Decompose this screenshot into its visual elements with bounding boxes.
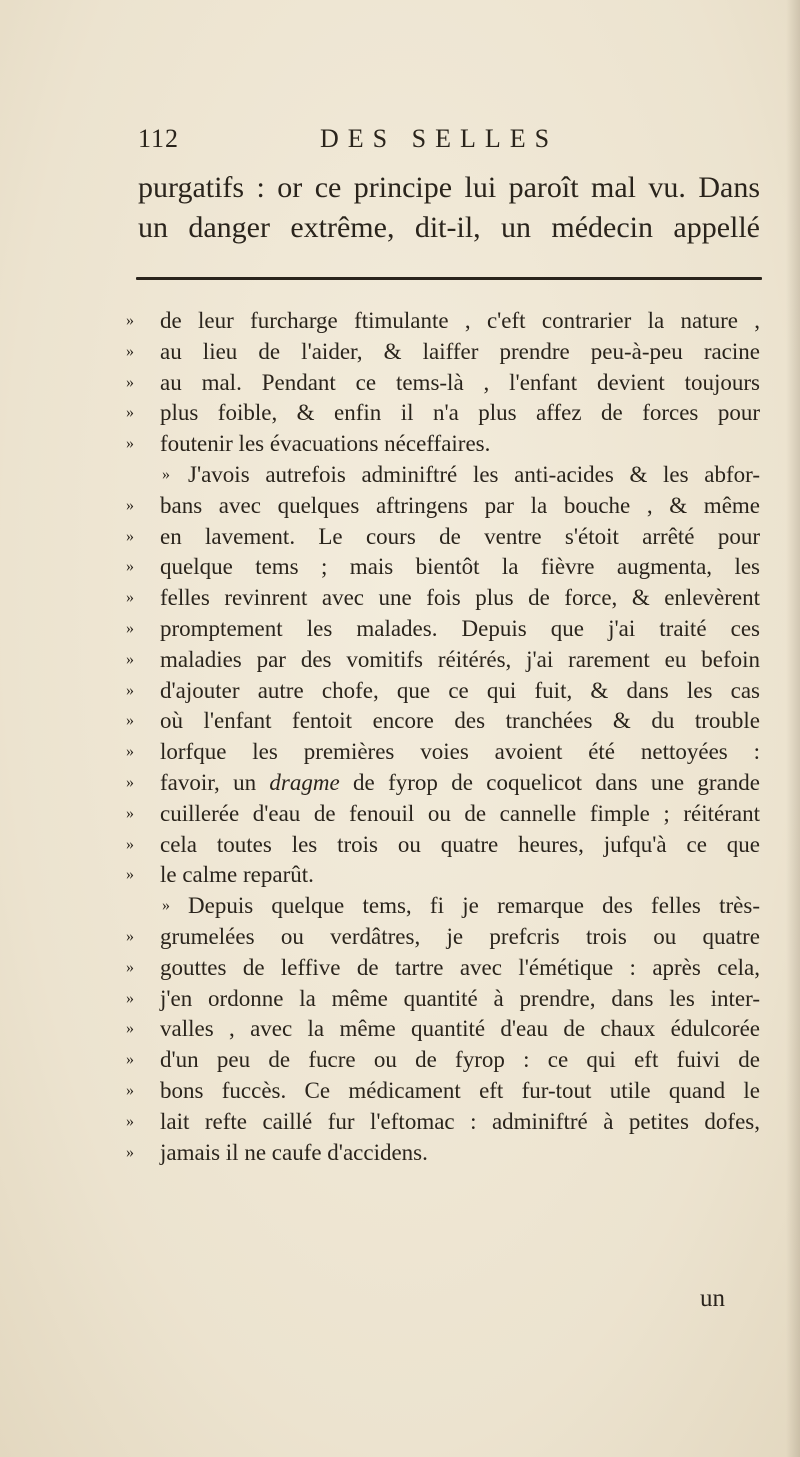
- text-line: [126, 1014, 766, 1045]
- quotation-mark: »: [126, 743, 134, 761]
- quotation-mark: »: [126, 373, 134, 391]
- quotation-mark: »: [126, 958, 134, 976]
- line-text: [160, 768, 760, 799]
- text-line: [126, 429, 766, 460]
- line-text: cuillerée d'eau de fenouil ou de cannelle fimple ; réitérant: [160, 800, 760, 826]
- quotation-mark: »: [126, 866, 134, 884]
- line-text: promptement les malades. Depuis que j'ai traité ces: [160, 615, 760, 641]
- text-line: [126, 645, 766, 676]
- text-line: [126, 768, 766, 799]
- text-line: [126, 737, 766, 768]
- line-text: d'ajouter autre chofe, que ce qui fuit, & dans les cas: [160, 677, 760, 703]
- line-text: lorfque les premières voies avoient été nettoyées :: [160, 739, 760, 765]
- line-text: plus foible, & enfin il n'a plus affez de forces pour: [160, 400, 760, 426]
- section-rule: [136, 277, 762, 280]
- text-line: [126, 306, 766, 337]
- line-text: lait refte caillé fur l'eftomac : adminiftré à petites dofes,: [160, 1108, 760, 1134]
- line-text: Depuis quelque tems, fi je remarque des felles très-: [188, 893, 760, 919]
- text-line: [126, 984, 766, 1015]
- line-text: le calme reparût.: [160, 862, 314, 888]
- text-line: [126, 337, 766, 368]
- intro-text: [138, 168, 760, 248]
- text-line: [126, 891, 766, 922]
- text-line: [126, 522, 766, 553]
- text-line: [126, 1076, 766, 1107]
- line-text: quelque tems ; mais bientôt la fièvre augmenta, les: [160, 554, 760, 580]
- line-text: foutenir les évacuations néceffaires.: [160, 431, 491, 457]
- line-text: bans avec quelques aftringens par la bouche , & même: [160, 492, 760, 518]
- text-line: [126, 552, 766, 583]
- text-line: [126, 368, 766, 399]
- quotation-mark: »: [126, 1081, 134, 1099]
- quotation-mark: »: [126, 619, 134, 637]
- intro-line: purgatifs : or ce principe lui paroît mal vu. Dans: [138, 171, 760, 204]
- text-line: [126, 398, 766, 429]
- line-text-part: favoir, un: [160, 769, 270, 795]
- quotation-mark: »: [126, 650, 134, 668]
- line-text: grumelées ou verdâtres, je prefcris trois ou quatre: [160, 923, 760, 949]
- quotation-mark: »: [126, 496, 134, 514]
- text-line: [126, 860, 766, 891]
- quotation-mark: »: [126, 342, 134, 360]
- text-line: [126, 460, 766, 491]
- line-text: j'en ordonne la même quantité à prendre, dans les inter-: [160, 985, 760, 1011]
- quotation-mark: »: [126, 589, 134, 607]
- text-line: [126, 1138, 766, 1169]
- line-text: felles revinrent avec une fois plus de force, & enlevèrent: [160, 585, 760, 611]
- line-text: de leur furcharge ftimulante , c'eft contrarier la nature ,: [160, 308, 760, 333]
- page-number: 112: [138, 124, 180, 153]
- line-text: d'un peu de fucre ou de fyrop : ce qui eft fuivi de: [160, 1047, 760, 1073]
- text-line: [126, 676, 766, 707]
- quotation-mark: »: [126, 404, 134, 422]
- line-text-part: de fyrop de coquelicot dans une grande: [339, 769, 760, 795]
- text-line: [126, 491, 766, 522]
- quotation-mark: »: [126, 773, 134, 791]
- text-line: [126, 830, 766, 861]
- line-text: J'avois autrefois adminiftré les anti-acides & les abfor-: [188, 461, 760, 487]
- line-text: cela toutes les trois ou quatre heures, jufqu'à ce que: [160, 831, 760, 857]
- quotation-mark: »: [126, 435, 134, 453]
- catchword: un: [700, 1285, 725, 1312]
- running-title: DES SELLES: [320, 124, 559, 153]
- running-head: [138, 124, 758, 164]
- text-line: [126, 706, 766, 737]
- line-text: bons fuccès. Ce médicament eft fur-tout utile quand le: [160, 1077, 760, 1103]
- text-line: [126, 1045, 766, 1076]
- quotation-mark: »: [126, 312, 134, 329]
- quotation-mark: »: [126, 835, 134, 853]
- quotation-mark: »: [126, 1051, 134, 1069]
- line-text: gouttes de leffive de tartre avec l'émétique : après cela,: [160, 954, 760, 980]
- line-text: jamais il ne caufe d'accidens.: [160, 1139, 428, 1165]
- quotation-mark: »: [126, 927, 134, 945]
- line-text: où l'enfant fentoit encore des tranchées & du trouble: [160, 708, 760, 734]
- quotation-mark: »: [126, 1143, 134, 1161]
- quotation-mark: »: [126, 527, 134, 545]
- text-line: [126, 614, 766, 645]
- quoted-passage: [126, 306, 766, 1168]
- quotation-mark: »: [162, 465, 170, 483]
- text-line: [126, 922, 766, 953]
- line-text: maladies par des vomitifs réitérés, j'ai rarement eu befoin: [160, 646, 760, 672]
- text-line: [126, 583, 766, 614]
- quotation-mark: »: [126, 712, 134, 730]
- line-text: en lavement. Le cours de ventre s'étoit arrêté pour: [160, 523, 760, 549]
- quotation-mark: »: [162, 897, 170, 915]
- line-text: au lieu de l'aider, & laiffer prendre peu-à-peu racine: [160, 338, 760, 364]
- line-text: valles , avec la même quantité d'eau de chaux édulcorée: [160, 1016, 760, 1042]
- quotation-mark: »: [126, 804, 134, 822]
- quotation-mark: »: [126, 558, 134, 576]
- text-line: [126, 953, 766, 984]
- quotation-mark: »: [126, 681, 134, 699]
- italic-term: dragme: [269, 769, 340, 795]
- quotation-mark: »: [126, 1020, 134, 1038]
- page-edge-shadow: [786, 0, 800, 1457]
- quotation-mark: »: [126, 1112, 134, 1130]
- line-text: au mal. Pendant ce tems-là , l'enfant devient toujours: [160, 369, 760, 395]
- quotation-mark: »: [126, 989, 134, 1007]
- text-line: [126, 799, 766, 830]
- text-line: [126, 1107, 766, 1138]
- intro-line: un danger extrême, dit-il, un médecin appellé: [138, 211, 760, 244]
